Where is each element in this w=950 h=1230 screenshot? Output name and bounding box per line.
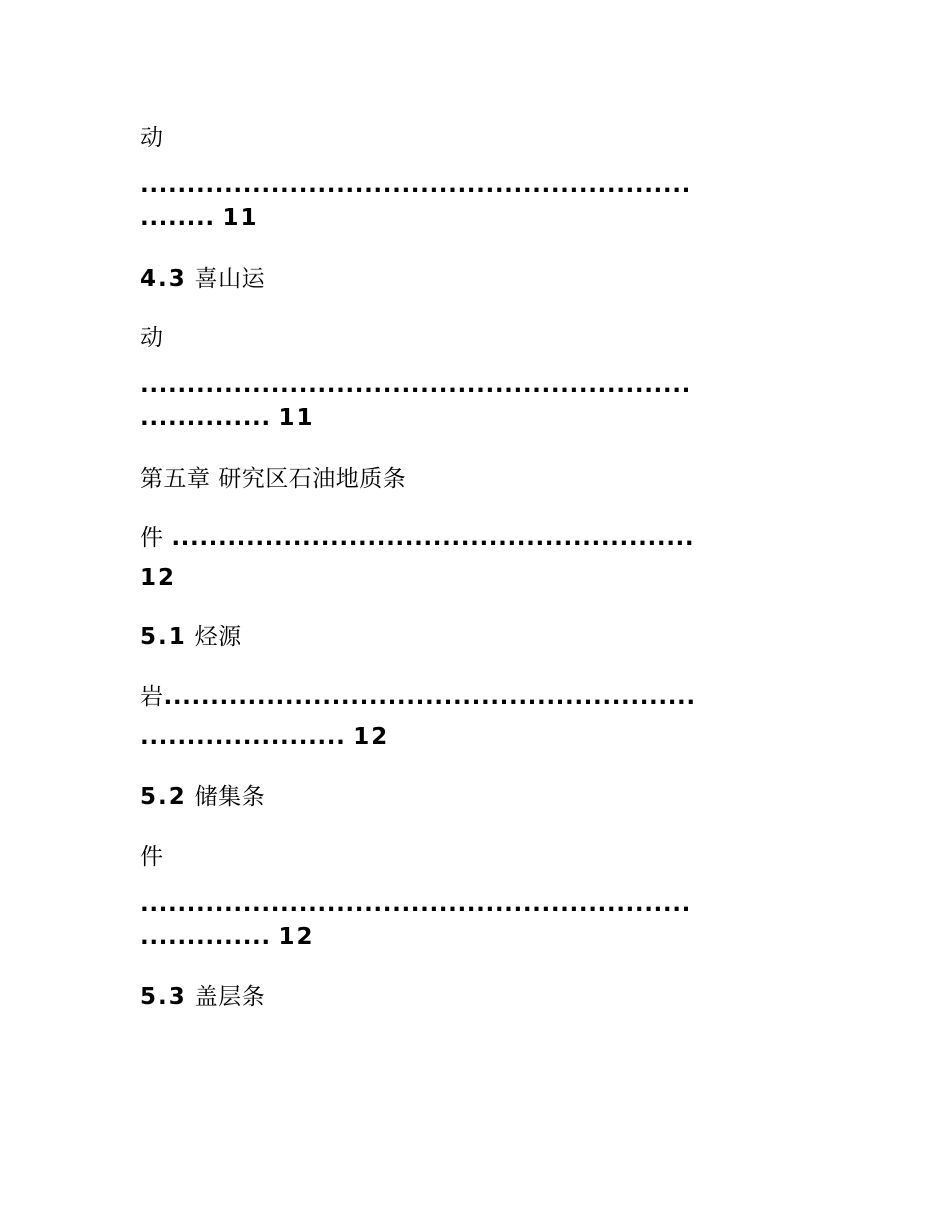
toc-line-4 [140,264,265,294]
toc-line-16 [140,889,691,919]
toc-leader-dots: ........................................................... [140,891,691,917]
toc-leader-dots: ........................................................... [140,172,691,198]
toc-text: 动 [140,125,164,151]
toc-line-1 [140,123,164,153]
toc-line-2 [140,170,691,200]
toc-leader-dots: ......................................................... [163,684,696,710]
toc-page-number: 12 [353,724,390,750]
toc-leader-dots: .............. [140,924,271,950]
toc-text: 动 [140,325,164,351]
section-number: 5.2 [140,784,187,810]
toc-text: 件 [140,844,164,870]
toc-text: 岩 [140,684,164,710]
section-number: 4.3 [140,266,187,292]
toc-leader-dots: ........................................................... [140,372,691,398]
toc-page-number: 11 [222,205,259,231]
section-number: 5.3 [140,984,187,1010]
toc-page-number: 12 [278,924,315,950]
toc-page-number: 11 [278,405,315,431]
toc-line-13 [140,722,389,752]
toc-line-3 [140,203,259,233]
section-title: 储集条 [194,784,266,810]
toc-line-6 [140,370,691,400]
toc-line-12 [140,682,696,712]
toc-line-9 [140,523,694,553]
toc-line-7 [140,403,315,433]
toc-text: 件 [140,525,164,551]
section-title: 盖层条 [194,984,266,1010]
toc-line-8 [140,464,406,494]
toc-line-14 [140,782,265,812]
toc-line-18 [140,982,265,1012]
toc-line-10 [140,563,176,593]
toc-page-number: 12 [140,565,177,591]
section-title: 烃源 [194,624,242,650]
toc-line-11 [140,622,242,652]
section-number: 5.1 [140,624,187,650]
toc-leader-dots: ........ [140,205,215,231]
toc-line-17 [140,922,315,952]
toc-line-5 [140,323,164,353]
chapter-title: 第五章 研究区石油地质条 [140,466,407,492]
toc-leader-dots: .............. [140,405,271,431]
toc-line-15 [140,842,164,872]
toc-leader-dots: ...................... [140,724,346,750]
toc-leader-dots: ........................................................ [171,525,695,551]
section-title: 喜山运 [194,266,266,292]
